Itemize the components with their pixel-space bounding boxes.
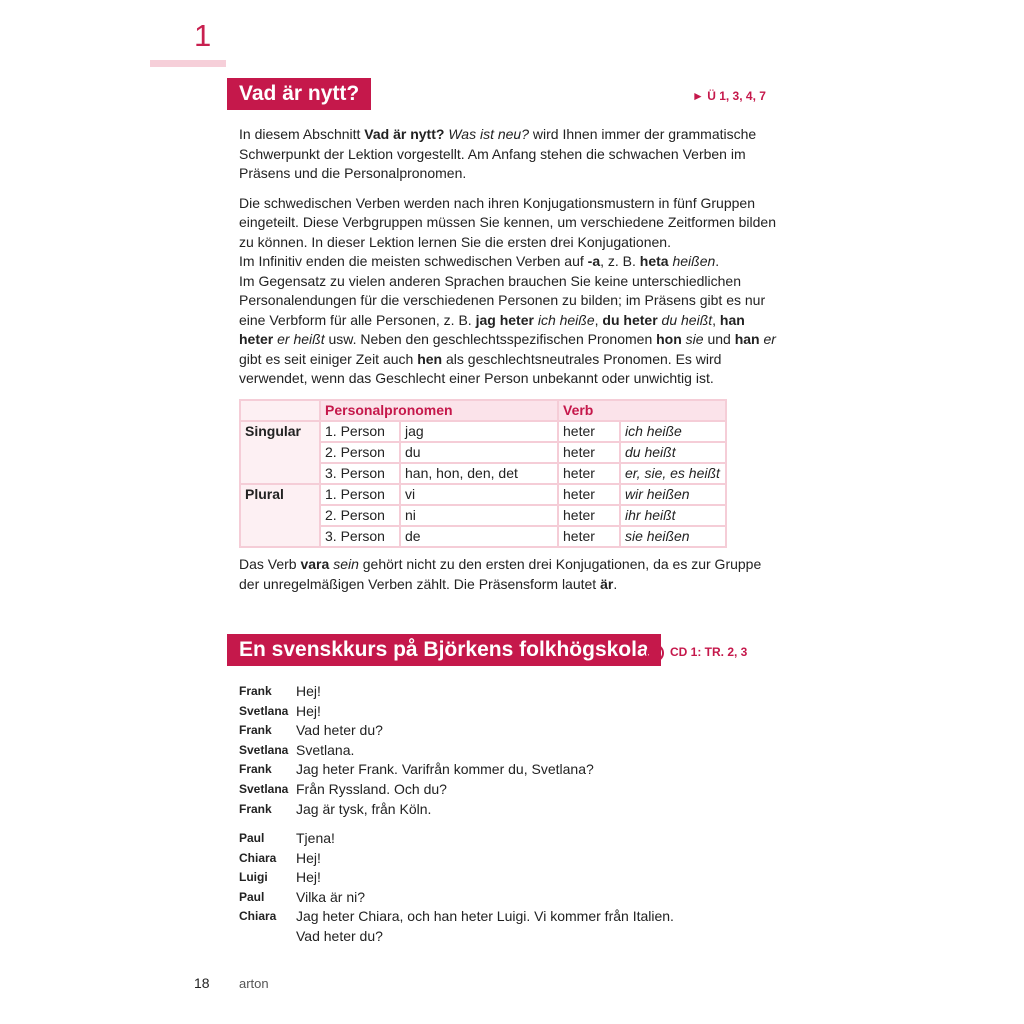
dialog-text: Hej! [296, 683, 321, 699]
person-cell: 1. Person [320, 484, 400, 505]
pronoun-cell: jag [400, 421, 558, 442]
after-table-text [239, 555, 779, 594]
chapter-bar [150, 60, 226, 67]
cd-reference [646, 644, 747, 662]
dialog-text: Svetlana. [296, 741, 355, 758]
section-heading-vad-ar-nytt: Vad är nytt? [227, 78, 371, 110]
speaker-name: Chiara [239, 850, 277, 865]
person-cell: 2. Person [320, 442, 400, 463]
dialog-line [239, 702, 594, 722]
header-personalpronomen: Personalpronomen [320, 400, 558, 421]
dialog-line [239, 780, 594, 800]
verb-cell: heter [558, 505, 620, 526]
german-cell: du heißt [620, 442, 726, 463]
speaker-name: Frank [239, 801, 272, 816]
speaker-name: Svetlana [239, 703, 289, 718]
intro-text [239, 125, 779, 389]
cd-icon [646, 644, 664, 662]
verb-cell: heter [558, 484, 620, 505]
dialog-text: Hej! [296, 702, 321, 719]
dialog-line [239, 760, 594, 780]
pronoun-cell: han, hon, den, det [400, 463, 558, 484]
pronoun-cell: de [400, 526, 558, 547]
german-cell: er, sie, es heißt [620, 463, 726, 484]
conjugation-table [239, 399, 727, 548]
cd-track-label: CD 1: TR. 2, 3 [670, 645, 748, 660]
exercise-reference: ► Ü 1, 3, 4, 7 [692, 89, 766, 103]
verb-cell: heter [558, 421, 620, 442]
dialog-line [239, 927, 674, 947]
intro-paragraph-2: Die schwedischen Verben werden nach ihren Konjugationsmustern in fünf Gruppen eingeteilt. Diese Verbgruppen müssen Sie kennen, um verschiedene Zeitformen bilden zu können. In dieser Lektion lernen Sie die ersten drei Konjugationen. Im Infinitiv enden die meisten schwedischen Verben auf -a, z. B. heta heißen. Im Gegensatz zu vielen anderen Sprachen brauchen Sie keine unterschiedlichen Personalendungen für die verschiedenen Personen zu bilden; im Präsens gibt es nur eine Verbform für alle Personen, z. B. jag heter ich heiße, du heter du heißt, han heter er heißt usw. Neben den geschlechtsspezifischen Pronomen hon sie und han er gibt es seit einiger Zeit auch hen als geschlechtsneutrales Pronomen. Es wird verwendet, wenn das Geschlecht einer Person unbekannt oder unwichtig ist. [239, 194, 776, 386]
dialog-text: Vad heter du? [296, 927, 383, 944]
vara-paragraph: Das Verb vara sein gehört nicht zu den ersten drei Konjugationen, da es zur Gruppe der unregelmäßigen Verben zählt. Die Präsensform lautet är. [239, 556, 762, 592]
page-number-word: arton [239, 976, 269, 991]
dialog-line [239, 888, 674, 908]
dialog-frank-svetlana [239, 682, 594, 819]
german-cell: ich heiße [620, 421, 726, 442]
speaker-name: Chiara [239, 909, 277, 924]
speaker-name: Paul [239, 889, 265, 904]
section-heading-svenskkurs: En svenskkurs på Björkens folkhögskola [227, 634, 661, 666]
speaker-name: Paul [239, 831, 265, 845]
intro-paragraph-1: In diesem Abschnitt Vad är nytt? Was ist neu? wird Ihnen immer der grammatische Schwerpunkt der Lektion vorgestellt. Am Anfang stehen die schwachen Verben im Präsens und die Personalpronomen. [239, 126, 757, 181]
table-row [240, 484, 726, 505]
dialog-line [239, 721, 594, 741]
speaker-name: Frank [239, 684, 272, 698]
speaker-name [239, 927, 296, 947]
table-header-row [240, 400, 726, 421]
verb-cell: heter [558, 463, 620, 484]
dialog-text: Från Ryssland. Och du? [296, 780, 447, 797]
verb-cell: heter [558, 526, 620, 547]
group-label-plural: Plural [240, 484, 320, 547]
dialog-text: Jag heter Frank. Varifrån kommer du, Svetlana? [296, 761, 594, 778]
speaker-name: Luigi [239, 870, 268, 885]
verb-cell: heter [558, 442, 620, 463]
header-verb: Verb [558, 400, 726, 421]
german-cell: wir heißen [620, 484, 726, 505]
pronoun-cell: vi [400, 484, 558, 505]
page-number: 18 [194, 975, 210, 991]
person-cell: 3. Person [320, 463, 400, 484]
person-cell: 2. Person [320, 505, 400, 526]
group-label-singular: Singular [240, 421, 320, 484]
dialog-line [239, 907, 674, 927]
person-cell: 1. Person [320, 421, 400, 442]
chapter-number: 1 [194, 18, 212, 53]
speaker-name: Frank [239, 723, 272, 738]
dialog-text: Vilka är ni? [296, 888, 366, 905]
speaker-name: Svetlana [239, 742, 289, 757]
dialog-text: Jag är tysk, från Köln. [296, 800, 432, 817]
dialog-paul-chiara-luigi [239, 829, 674, 947]
dialog-text: Hej! [296, 869, 321, 886]
pronoun-cell: ni [400, 505, 558, 526]
dialog-text: Hej! [296, 849, 321, 866]
dialog-line [239, 741, 594, 761]
speaker-name: Frank [239, 762, 272, 777]
dialog-text: Vad heter du? [296, 722, 383, 739]
german-cell: ihr heißt [620, 505, 726, 526]
dialog-line [239, 682, 594, 702]
table-row [240, 421, 726, 442]
dialog-line [239, 800, 594, 820]
person-cell: 3. Person [320, 526, 400, 547]
pronoun-cell: du [400, 442, 558, 463]
dialog-text: Jag heter Chiara, och han heter Luigi. Vi kommer från Italien. [296, 908, 674, 925]
dialog-line [239, 829, 674, 849]
speaker-name: Svetlana [239, 781, 289, 796]
dialog-line [239, 849, 674, 869]
dialog-line [239, 868, 674, 888]
german-cell: sie heißen [620, 526, 726, 547]
dialog-text: Tjena! [296, 830, 335, 846]
